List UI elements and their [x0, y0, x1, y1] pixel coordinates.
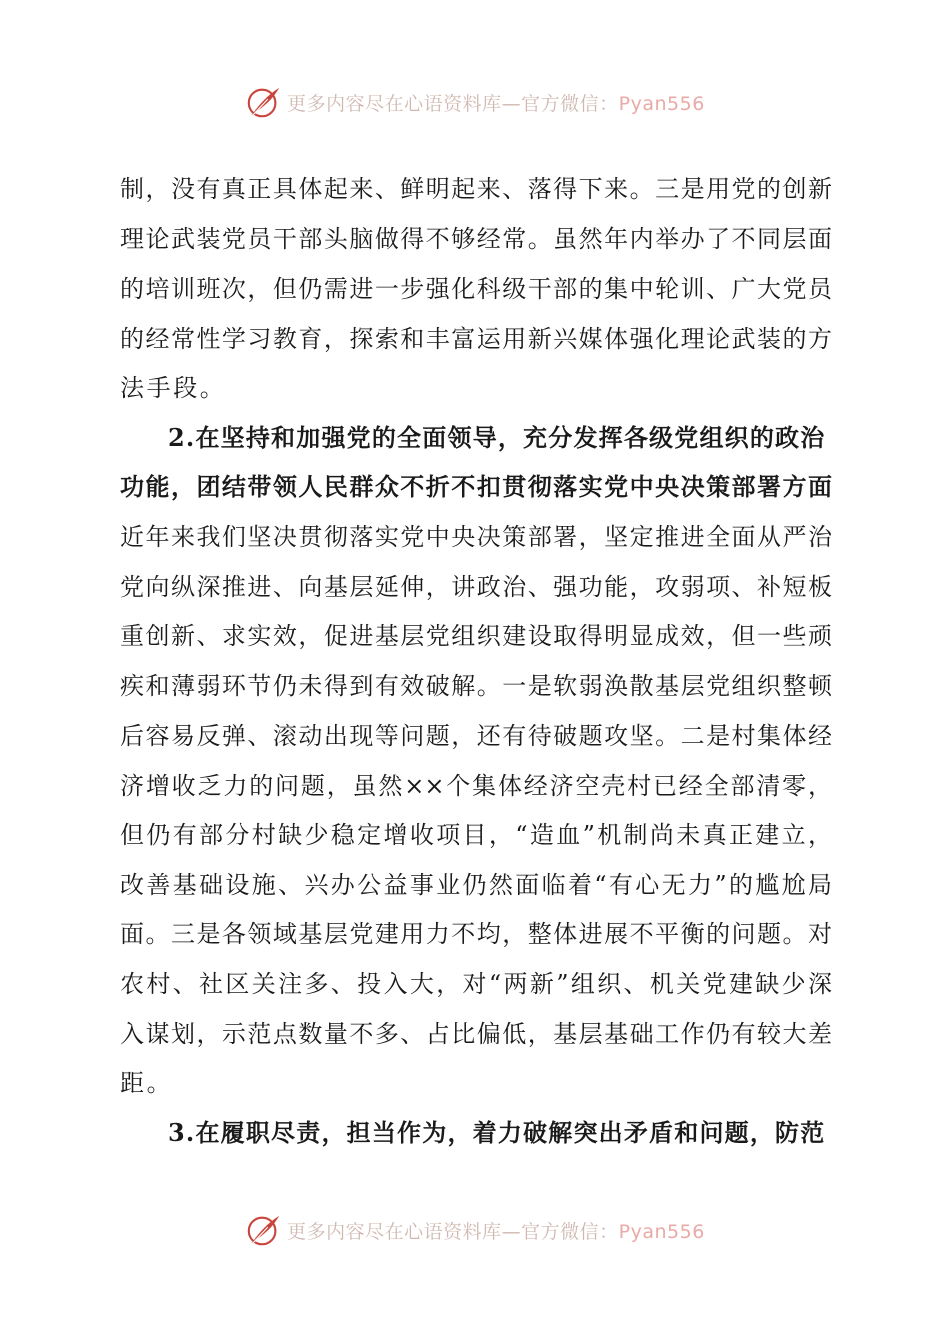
- footer-banner: [0, 1208, 950, 1252]
- text-line-13: 济增收乏力的问题，虽然××个集体经济空壳村已经全部清零，: [120, 772, 832, 800]
- section-heading-2-line-1: 2.在坚持和加强党的全面领导，充分发挥各级党组织的政治: [168, 423, 826, 452]
- text-line-3: 的培训班次，但仍需进一步强化科级干部的集中轮训、广大党员: [120, 275, 832, 303]
- text-line-10: 重创新、求实效，促进基层党组织建设取得明显成效，但一些顽: [120, 622, 832, 650]
- text-line-19: 距。: [120, 1069, 174, 1097]
- text-line-12: 后容易反弹、滚动出现等问题，还有待破题攻坚。二是村集体经: [120, 722, 832, 750]
- header-text: 更多内容尽在心语资料库—官方微信：Pyan556: [287, 92, 705, 115]
- text-line-8: 近年来我们坚决贯彻落实党中央决策部署，坚定推进全面从严治: [120, 523, 832, 551]
- section-heading-2-line-2: 功能，团结带领人民群众不折不扣贯彻落实党中央决策部署方面: [120, 472, 832, 501]
- text-line-15: 改善基础设施、兴办公益事业仍然面临着“有心无力”的尴尬局: [120, 871, 832, 899]
- header-wechat-id: Pyan556: [618, 92, 705, 115]
- text-line-2: 理论武装党员干部头脑做得不够经常。虽然年内举办了不同层面: [120, 225, 832, 253]
- footer-text: 更多内容尽在心语资料库—官方微信：Pyan556: [287, 1220, 705, 1243]
- quill-logo-icon: [245, 1211, 283, 1249]
- text-line-18: 入谋划，示范点数量不多、占比偏低，基层基础工作仍有较大差: [120, 1020, 832, 1048]
- quill-logo-icon: [245, 83, 283, 121]
- text-line-16: 面。三是各领域基层党建用力不均，整体进展不平衡的问题。对: [120, 920, 832, 948]
- text-line-17: 农村、社区关注多、投入大，对“两新”组织、机关党建缺少深: [120, 970, 832, 998]
- text-line-1: 制，没有真正具体起来、鲜明起来、落得下来。三是用党的创新: [120, 175, 832, 203]
- text-line-9: 党向纵深推进、向基层延伸，讲政治、强功能，攻弱项、补短板: [120, 573, 832, 601]
- text-line-5: 法手段。: [120, 374, 227, 402]
- footer-wechat-id: Pyan556: [618, 1220, 705, 1243]
- section-heading-3: 3.在履职尽责，担当作为，着力破解突出矛盾和问题，防范: [168, 1118, 826, 1147]
- text-line-11: 疾和薄弱环节仍未得到有效破解。一是软弱涣散基层党组织整顿: [120, 672, 832, 700]
- text-line-4: 的经常性学习教育，探索和丰富运用新兴媒体强化理论武装的方: [120, 325, 832, 353]
- header-banner: [0, 80, 950, 124]
- text-line-14: 但仍有部分村缺少稳定增收项目，“造血”机制尚未真正建立，: [120, 821, 832, 849]
